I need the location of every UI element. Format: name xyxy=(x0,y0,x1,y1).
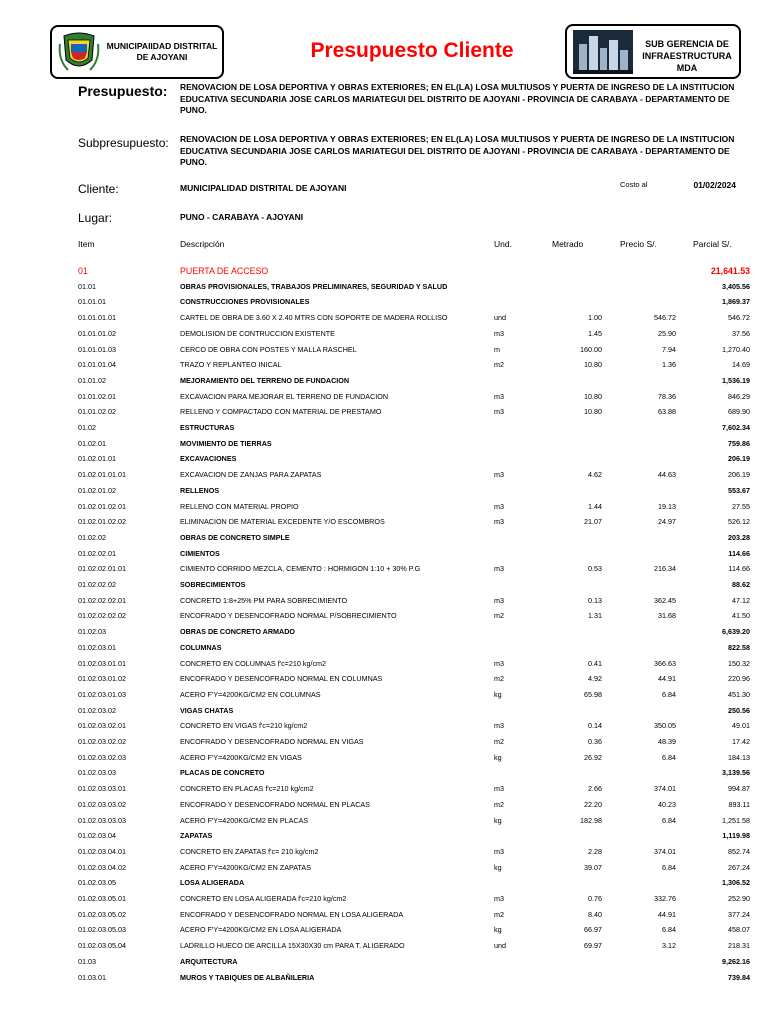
row-metrado: 4.62 xyxy=(588,470,602,480)
row-item: 01.03 xyxy=(78,956,96,966)
row-description: MUROS Y TABIQUES DE ALBAÑILERIA xyxy=(180,972,315,982)
row-parcial: 114.66 xyxy=(728,564,750,574)
table-row xyxy=(0,813,768,828)
row-item: 01.01.01 xyxy=(78,297,106,307)
row-item: 01.02.03 xyxy=(78,627,106,637)
city-skyline-icon xyxy=(573,30,633,74)
row-parcial: 150.32 xyxy=(728,658,750,668)
row-description: CONSTRUCCIONES PROVISIONALES xyxy=(180,297,310,307)
row-parcial: 41.50 xyxy=(732,611,750,621)
row-item: 01.02.02.02 xyxy=(78,580,116,589)
row-precio: 25.90 xyxy=(658,328,676,338)
row-description: ENCOFRADO Y DESENCOFRADO NORMAL EN LOSA ALIGERADA xyxy=(180,909,404,919)
row-metrado: 0.53 xyxy=(588,564,602,574)
row-item: 01.02.02.01 xyxy=(78,548,116,558)
row-parcial: 267.24 xyxy=(728,862,750,872)
row-metrado: 4.92 xyxy=(588,674,602,684)
row-metrado: 39.07 xyxy=(584,862,602,872)
row-item: 01.02.03.01 xyxy=(78,642,116,652)
costo-date: 01/02/2024 xyxy=(693,180,736,190)
row-description: PUERTA DE ACCESO xyxy=(180,266,269,276)
cliente-label: Cliente: xyxy=(78,182,119,196)
table-row xyxy=(0,860,768,875)
row-parcial: 994.87 xyxy=(728,784,750,794)
row-metrado: 0.36 xyxy=(588,737,602,746)
row-parcial: 6,639.20 xyxy=(722,627,750,637)
row-item: 01.01.01.02 xyxy=(78,328,116,338)
row-item: 01.02.02.02.01 xyxy=(78,595,126,605)
row-parcial: 47.12 xyxy=(732,595,750,605)
column-header-metrado: Metrado xyxy=(552,239,584,249)
row-item: 01.02.03.04 xyxy=(78,831,116,841)
row-precio: 6.84 xyxy=(662,925,676,935)
row-item: 01.01.01.03 xyxy=(78,344,116,354)
row-parcial: 17.42 xyxy=(732,737,750,746)
row-description: ACERO F'Y=4200KG/CM2 EN PLACAS xyxy=(180,815,309,825)
row-unit: m3 xyxy=(494,407,504,417)
table-row xyxy=(0,546,768,561)
row-item: 01.02.03.03.02 xyxy=(78,799,126,809)
row-item: 01.03.01 xyxy=(78,972,106,982)
row-item: 01.02.03.01.02 xyxy=(78,674,126,684)
row-metrado: 66.97 xyxy=(584,925,602,935)
row-item: 01.01.01.01 xyxy=(78,313,116,323)
table-row xyxy=(0,970,768,985)
table-row xyxy=(0,294,768,309)
row-unit: m3 xyxy=(494,595,504,605)
row-parcial: 250.56 xyxy=(728,705,750,715)
presupuesto-value: RENOVACION DE LOSA DEPORTIVA Y OBRAS EXTERIORES; EN EL(LA) LOSA MULTIUSOS Y PUERTA DE INGRESO DE LA INSTITUCION EDUCATIVA SECUNDARIA JOSE CARLOS MARIATEGUI DEL DISTRITO DE AJOYANI - PROVINCIA DE CARABAYA - DEPARTAMENTO DE PUNO. xyxy=(180,82,735,115)
table-row xyxy=(0,514,768,529)
table-row xyxy=(0,404,768,419)
row-precio: 366.63 xyxy=(654,658,676,668)
row-item: 01.01.02 xyxy=(78,375,106,385)
row-parcial: 49.01 xyxy=(732,721,750,731)
table-row xyxy=(0,703,768,718)
row-precio: 332.76 xyxy=(654,894,676,903)
row-parcial: 114.66 xyxy=(728,548,750,558)
row-parcial: 822.58 xyxy=(728,642,750,652)
subpresupuesto-value: RENOVACION DE LOSA DEPORTIVA Y OBRAS EXTERIORES; EN EL(LA) LOSA MULTIUSOS Y PUERTA DE INGRESO DE LA INSTITUCION EDUCATIVA SECUNDARIA JOSE CARLOS MARIATEGUI DEL DISTRITO DE AJOYANI - PROVINCIA DE CARABAYA - DEPARTAMENTO DE PUNO. xyxy=(180,134,735,167)
row-parcial: 377.24 xyxy=(728,909,750,919)
row-parcial: 846.29 xyxy=(728,391,750,401)
row-parcial: 852.74 xyxy=(728,846,750,856)
row-precio: 350.05 xyxy=(654,721,676,731)
row-item: 01.02.03.05.04 xyxy=(78,941,126,951)
row-unit: m2 xyxy=(494,799,504,809)
table-row xyxy=(0,750,768,765)
row-parcial: 184.13 xyxy=(728,752,750,762)
row-parcial: 220.96 xyxy=(728,674,750,684)
row-metrado: 1.44 xyxy=(588,501,602,511)
row-item: 01 xyxy=(78,266,88,276)
table-row xyxy=(0,593,768,608)
row-description: ENCOFRADO Y DESENCOFRADO NORMAL EN PLACAS xyxy=(180,799,370,809)
row-description: ZAPATAS xyxy=(180,831,213,841)
row-description: LADRILLO HUECO DE ARCILLA 15X30X30 cm PARA T. ALIGERADO xyxy=(180,941,405,951)
row-metrado: 26.92 xyxy=(584,752,602,762)
row-description: EXCAVACION DE ZANJAS PARA ZAPATAS xyxy=(180,470,322,480)
row-parcial: 553.67 xyxy=(728,485,750,495)
table-row xyxy=(0,389,768,404)
row-precio: 78.36 xyxy=(658,391,676,401)
row-description: ESTRUCTURAS xyxy=(180,423,235,432)
infrastructure-name: SUB GERENCIA DE INFRAESTRUCTURA MDA xyxy=(642,39,732,73)
row-item: 01.02.01.02.02 xyxy=(78,517,126,527)
row-unit: m3 xyxy=(494,328,504,338)
row-item: 01.02.03.01.03 xyxy=(78,689,126,699)
row-metrado: 2.66 xyxy=(588,784,602,794)
row-unit: m2 xyxy=(494,909,504,919)
table-row xyxy=(0,499,768,514)
table-row xyxy=(0,797,768,812)
row-metrado: 1.31 xyxy=(588,611,602,621)
row-metrado: 0.14 xyxy=(588,721,602,731)
row-item: 01.02.01.02.01 xyxy=(78,501,126,511)
row-precio: 44.91 xyxy=(658,909,676,919)
row-metrado: 69.97 xyxy=(584,941,602,951)
row-unit: m xyxy=(494,344,500,354)
row-metrado: 8.40 xyxy=(588,909,602,919)
row-metrado: 182.98 xyxy=(580,815,602,825)
row-description: VIGAS CHATAS xyxy=(180,705,234,715)
table-row xyxy=(0,561,768,576)
row-precio: 19.13 xyxy=(658,501,676,511)
table-row xyxy=(0,734,768,749)
row-item: 01.02 xyxy=(78,423,96,432)
row-metrado: 1.00 xyxy=(588,313,602,323)
row-unit: kg xyxy=(494,925,502,935)
row-item: 01.02.03.04.01 xyxy=(78,846,126,856)
table-row xyxy=(0,656,768,671)
row-unit: m3 xyxy=(494,784,504,794)
row-parcial: 14.69 xyxy=(732,360,750,370)
table-row xyxy=(0,891,768,906)
row-description: OBRAS DE CONCRETO SIMPLE xyxy=(180,532,290,542)
row-description: OBRAS DE CONCRETO ARMADO xyxy=(180,627,296,637)
row-item: 01.02.01 xyxy=(78,438,106,448)
row-item: 01.01.02.01 xyxy=(78,391,116,401)
row-parcial: 1,270.40 xyxy=(722,344,750,354)
table-row xyxy=(0,828,768,843)
row-unit: kg xyxy=(494,752,502,762)
row-parcial: 21,641.53 xyxy=(710,266,750,276)
row-unit: m2 xyxy=(494,611,504,621)
row-description: MOVIMIENTO DE TIERRAS xyxy=(180,438,272,448)
row-parcial: 3,405.56 xyxy=(722,281,750,291)
row-parcial: 1,536.19 xyxy=(722,375,750,385)
row-description: CONCRETO EN VIGAS f'c=210 kg/cm2 xyxy=(180,721,308,731)
row-description: ENCOFRADO Y DESENCOFRADO NORMAL EN COLUMNAS xyxy=(180,674,383,684)
row-precio: 3.12 xyxy=(662,941,676,951)
row-precio: 44.91 xyxy=(658,674,676,684)
table-row xyxy=(0,530,768,545)
row-precio: 6.84 xyxy=(662,862,676,872)
row-description: EXCAVACIONES xyxy=(180,454,237,464)
row-precio: 40.23 xyxy=(658,799,676,809)
table-row xyxy=(0,671,768,686)
row-item: 01.02.03.04.02 xyxy=(78,862,126,872)
row-item: 01.02.02.01.01 xyxy=(78,564,126,574)
row-description: TRAZO Y REPLANTEO INICAL xyxy=(180,360,282,370)
row-description: PLACAS DE CONCRETO xyxy=(180,768,265,778)
table-row xyxy=(0,420,768,435)
row-unit: m3 xyxy=(494,894,504,903)
row-parcial: 1,251.58 xyxy=(722,815,750,825)
table-row xyxy=(0,718,768,733)
row-precio: 44.63 xyxy=(658,470,676,480)
row-description: ARQUITECTURA xyxy=(180,956,238,966)
row-metrado: 0.76 xyxy=(588,894,602,903)
coat-of-arms-icon xyxy=(58,30,100,74)
row-metrado: 22.20 xyxy=(584,799,602,809)
row-description: EXCAVACION PARA MEJORAR EL TERRENO DE FUNDACION xyxy=(180,391,389,401)
row-description: CONCRETO EN LOSA ALIGERADA f'c=210 kg/cm2 xyxy=(180,894,347,903)
row-description: CARTEL DE OBRA DE 3.60 X 2.40 MTRS CON SOPORTE DE MADERA ROLLISO xyxy=(180,313,448,323)
table-row xyxy=(0,357,768,372)
row-precio: 24.97 xyxy=(658,517,676,527)
row-description: CONCRETO 1:8+25% PM PARA SOBRECIMIENTO xyxy=(180,595,348,605)
table-row xyxy=(0,342,768,357)
row-parcial: 759.86 xyxy=(728,438,750,448)
row-precio: 216.34 xyxy=(654,564,676,574)
row-metrado: 0.13 xyxy=(588,595,602,605)
row-precio: 6.84 xyxy=(662,689,676,699)
row-metrado: 10.80 xyxy=(584,407,602,417)
row-precio: 63.88 xyxy=(658,407,676,417)
row-description: CONCRETO EN PLACAS f'c=210 kg/cm2 xyxy=(180,784,314,794)
row-description: SOBRECIMIENTOS xyxy=(180,580,246,589)
row-parcial: 1,306.52 xyxy=(722,878,750,888)
row-description: ELIMINACION DE MATERIAL EXCEDENTE Y/O ESCOMBROS xyxy=(180,517,385,527)
subpresupuesto-label: Subpresupuesto: xyxy=(78,136,169,150)
row-item: 01.02.03.05 xyxy=(78,878,116,888)
row-metrado: 1.45 xyxy=(588,328,602,338)
row-parcial: 203.28 xyxy=(728,532,750,542)
table-row xyxy=(0,907,768,922)
lugar-label: Lugar: xyxy=(78,211,113,225)
row-item: 01.02.03.02.03 xyxy=(78,752,126,762)
row-parcial: 206.19 xyxy=(728,470,750,480)
row-parcial: 546.72 xyxy=(728,313,750,323)
row-item: 01.02.03.02.02 xyxy=(78,737,126,746)
row-item: 01.02.03.03.03 xyxy=(78,815,126,825)
row-parcial: 3,139.56 xyxy=(722,768,750,778)
table-row xyxy=(0,938,768,953)
row-metrado: 2.28 xyxy=(588,846,602,856)
row-parcial: 37.56 xyxy=(732,328,750,338)
row-item: 01.02.01.01 xyxy=(78,454,116,464)
row-unit: kg xyxy=(494,862,502,872)
row-parcial: 7,602.34 xyxy=(722,423,750,432)
row-precio: 48.39 xyxy=(658,737,676,746)
row-metrado: 21.07 xyxy=(584,517,602,527)
row-parcial: 1,119.98 xyxy=(722,831,750,841)
table-row xyxy=(0,373,768,388)
row-description: OBRAS PROVISIONALES, TRABAJOS PRELIMINARES, SEGURIDAD Y SALUD xyxy=(180,281,448,291)
row-description: DEMOLISION DE CONTRUCCION EXISTENTE xyxy=(180,328,335,338)
table-row xyxy=(0,483,768,498)
table-row xyxy=(0,467,768,482)
row-description: RELLENO Y COMPACTADO CON MATERIAL DE PRESTAMO xyxy=(180,407,382,417)
row-parcial: 27.55 xyxy=(732,501,750,511)
table-row xyxy=(0,954,768,969)
table-row xyxy=(0,608,768,623)
table-row xyxy=(0,279,768,294)
row-item: 01.02.03.05.02 xyxy=(78,909,126,919)
row-item: 01.01 xyxy=(78,281,96,291)
row-item: 01.02.03.05.03 xyxy=(78,925,126,935)
row-precio: 374.01 xyxy=(654,784,676,794)
row-unit: m3 xyxy=(494,846,504,856)
row-item: 01.01.01.04 xyxy=(78,360,116,370)
table-row xyxy=(0,781,768,796)
row-parcial: 458.07 xyxy=(728,925,750,935)
row-description: CIMIENTO CORRIDO MEZCLA, CEMENTO : HORMIGON 1:10 + 30% P.G xyxy=(180,564,421,574)
row-parcial: 218.31 xyxy=(728,941,750,951)
cliente-value: MUNICIPALIDAD DISTRITAL DE AJOYANI xyxy=(180,183,347,193)
row-description: ACERO F'Y=4200KG/CM2 EN ZAPATAS xyxy=(180,862,311,872)
table-row xyxy=(0,624,768,639)
row-precio: 7.94 xyxy=(662,344,676,354)
row-item: 01.02.03.03 xyxy=(78,768,116,778)
column-header-und: Und. xyxy=(494,239,512,249)
row-parcial: 451.30 xyxy=(728,689,750,699)
row-parcial: 206.19 xyxy=(728,454,750,464)
column-header-parcial: Parcial S/. xyxy=(693,239,732,249)
column-header-descripcion: Descripción xyxy=(180,239,225,249)
row-item: 01.02.03.02.01 xyxy=(78,721,126,731)
row-item: 01.02.03.01.01 xyxy=(78,658,126,668)
row-unit: und xyxy=(494,941,506,951)
row-precio: 546.72 xyxy=(654,313,676,323)
row-metrado: 160.00 xyxy=(580,344,602,354)
table-row xyxy=(0,263,768,278)
row-unit: m2 xyxy=(494,360,504,370)
row-item: 01.02.01.01.01 xyxy=(78,470,126,480)
page-title: Presupuesto Cliente xyxy=(310,39,514,62)
row-unit: m2 xyxy=(494,674,504,684)
lugar-value: PUNO - CARABAYA - AJOYANI xyxy=(180,212,304,222)
row-parcial: 526.12 xyxy=(728,517,750,527)
table-row xyxy=(0,310,768,325)
row-description: RELLENOS xyxy=(180,485,220,495)
row-description: CIMIENTOS xyxy=(180,548,220,558)
row-precio: 1.36 xyxy=(662,360,676,370)
row-description: MEJORAMIENTO DEL TERRENO DE FUNDACION xyxy=(180,375,350,385)
row-description: LOSA ALIGERADA xyxy=(180,878,245,888)
row-parcial: 1,869.37 xyxy=(722,297,750,307)
row-unit: m3 xyxy=(494,470,504,480)
presupuesto-label: Presupuesto: xyxy=(78,83,168,99)
row-unit: m3 xyxy=(494,658,504,668)
row-metrado: 0.41 xyxy=(588,658,602,668)
table-row xyxy=(0,451,768,466)
row-parcial: 252.90 xyxy=(728,894,750,903)
row-unit: kg xyxy=(494,815,502,825)
row-description: CONCRETO EN COLUMNAS f'c=210 kg/cm2 xyxy=(180,658,327,668)
municipality-logo xyxy=(50,25,224,79)
row-metrado: 10.80 xyxy=(584,360,602,370)
table-row xyxy=(0,765,768,780)
row-description: ACERO F'Y=4200KG/CM2 EN COLUMNAS xyxy=(180,689,321,699)
row-parcial: 739.84 xyxy=(728,972,750,982)
row-description: ACERO F'Y=4200KG/CM2 EN LOSA ALIGERADA xyxy=(180,925,342,935)
row-metrado: 10.80 xyxy=(584,391,602,401)
column-header-item: Item xyxy=(78,239,95,249)
row-item: 01.02.03.05.01 xyxy=(78,894,126,903)
table-row xyxy=(0,577,768,592)
row-description: CERCO DE OBRA CON POSTES Y MALLA RASCHEL xyxy=(180,344,357,354)
row-precio: 6.84 xyxy=(662,752,676,762)
row-item: 01.01.02.02 xyxy=(78,407,116,417)
municipality-name: MUNICIPAIIDAD DISTRITAL DE AJOYANI xyxy=(106,41,218,62)
row-description: ENCOFRADO Y DESENCOFRADO NORMAL P/SOBRECIMIENTO xyxy=(180,611,397,621)
row-parcial: 689.90 xyxy=(728,407,750,417)
row-item: 01.02.02 xyxy=(78,532,106,542)
row-unit: m2 xyxy=(494,737,504,746)
row-metrado: 65.98 xyxy=(584,689,602,699)
row-item: 01.02.02.02.02 xyxy=(78,611,126,621)
row-description: CONCRETO EN ZAPATAS f'c= 210 kg/cm2 xyxy=(180,846,319,856)
table-row xyxy=(0,640,768,655)
row-parcial: 88.62 xyxy=(732,580,750,589)
row-item: 01.02.03.03.01 xyxy=(78,784,126,794)
row-unit: kg xyxy=(494,689,502,699)
table-row xyxy=(0,436,768,451)
row-description: ENCOFRADO Y DESENCOFRADO NORMAL EN VIGAS xyxy=(180,737,364,746)
row-description: ACERO F'Y=4200KG/CM2 EN VIGAS xyxy=(180,752,302,762)
table-row xyxy=(0,875,768,890)
costo-label: Costo al xyxy=(620,180,648,189)
row-unit: m3 xyxy=(494,501,504,511)
table-row xyxy=(0,326,768,341)
column-header-precio: Precio S/. xyxy=(620,239,657,249)
row-description: COLUMNAS xyxy=(180,642,222,652)
row-precio: 31.68 xyxy=(658,611,676,621)
row-unit: m3 xyxy=(494,564,504,574)
table-row xyxy=(0,844,768,859)
row-precio: 374.01 xyxy=(654,846,676,856)
row-item: 01.02.01.02 xyxy=(78,485,116,495)
row-parcial: 9,262.16 xyxy=(722,956,750,966)
row-unit: und xyxy=(494,313,506,323)
table-row xyxy=(0,922,768,937)
row-description: RELLENO CON MATERIAL PROPIO xyxy=(180,501,299,511)
infrastructure-logo xyxy=(565,24,741,79)
row-unit: m3 xyxy=(494,391,504,401)
row-precio: 362.45 xyxy=(654,595,676,605)
row-unit: m3 xyxy=(494,721,504,731)
row-item: 01.02.03.02 xyxy=(78,705,116,715)
row-unit: m3 xyxy=(494,517,504,527)
row-precio: 6.84 xyxy=(662,815,676,825)
table-row xyxy=(0,687,768,702)
row-parcial: 893.11 xyxy=(728,799,750,809)
